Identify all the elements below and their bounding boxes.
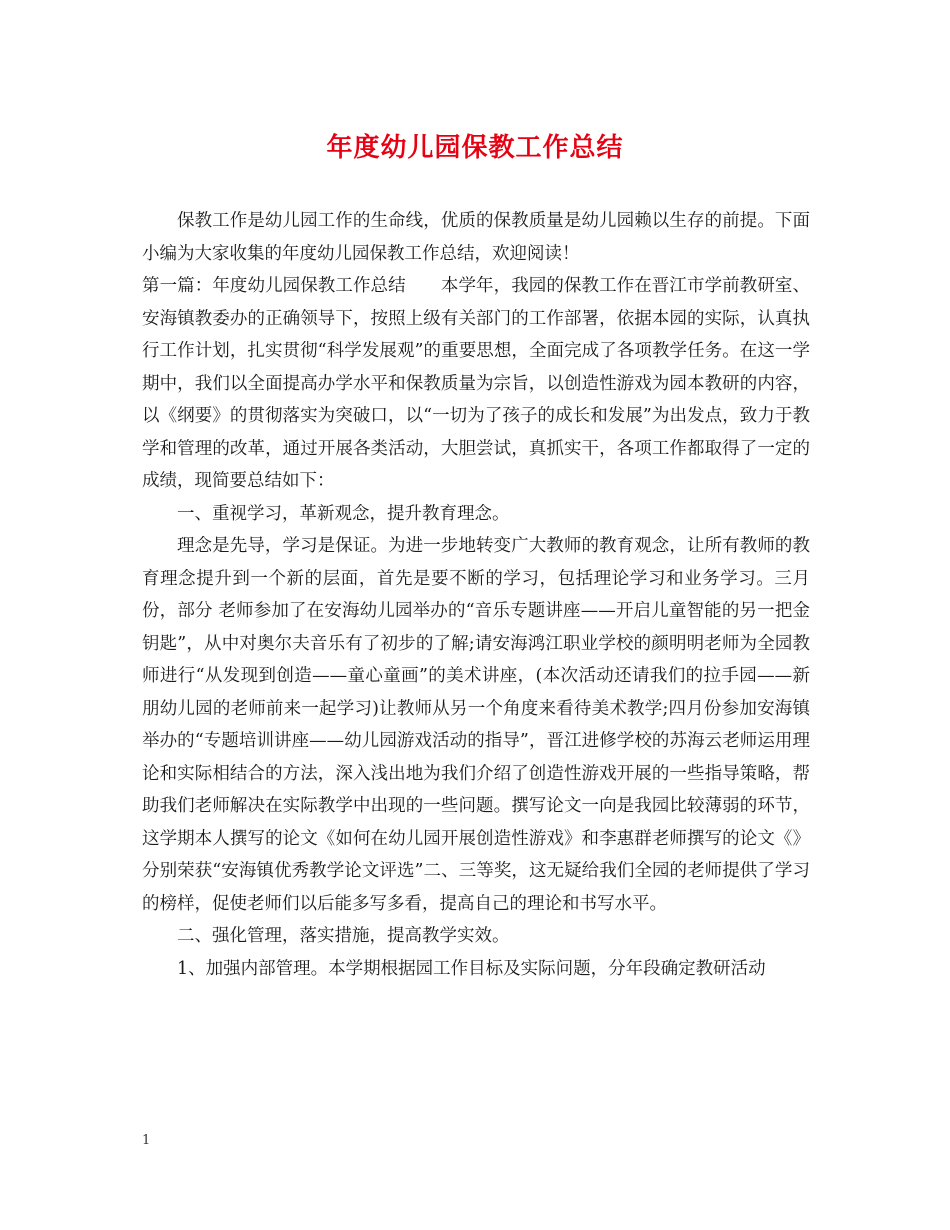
document-title: 年度幼儿园保教工作总结: [326, 133, 624, 163]
section-heading-two: 二、强化管理，落实措施，提高教学实效。: [177, 926, 510, 946]
page-number: 1: [142, 1133, 151, 1148]
paragraph-management: 1、加强内部管理。本学期根据园工作目标及实际问题，分年段确定教研活动: [177, 958, 766, 979]
section-heading-one: 一、重视学习，革新观念，提升教育理念。: [177, 503, 510, 524]
paragraph-intro: 保教工作是幼儿园工作的生命线，优质的保教质量是幼儿园赖以生存的前提。下面小编为大家收集的年度幼儿园保教工作总结，欢迎阅读！: [142, 211, 810, 264]
paragraph-learning: 理念是先导，学习是保证。为进一步地转变广大教师的教育观念，让所有教师的教育理念提升到一个新的层面，首先是要不断的学习，包括理论学习和业务学习。三月份，部分 老师参加了在安海幼儿园举办的“音乐专题讲座——开启儿童智能的另一把金钥匙”，从中对奥尔夫音乐有了初步的了解;请安海鸿江职业学校的颜明明老师为全园教师进行“从发现到创造——童心童画”的美术讲座，(本次活动还请我们的拉手园——新朋幼儿园的老师前来一起学习)让教师从另一个角度来看待美术教学;四月份参加安海镇举办的“专题培训讲座——幼儿园游戏活动的指导”，晋江进修学校的苏海云老师运用理论和实际相结合的方法，深入浅出地为我们介绍了创造性游戏开展的一些指导策略，帮助我们老师解决在实际教学中出现的一些问题。撰写论文一向是我园比较薄弱的环节，这学期本人撰写的论文《如何在幼儿园开展创造性游戏》和李惠群老师撰写的论文《》分别荣获“安海镇优秀教学论文评选”二、三等奖，这无疑给我们全园的老师提供了学习的榜样，促使老师们以后能多写多看，提高自己的理论和书写水平。: [142, 536, 810, 914]
document-body: [142, 205, 810, 985]
paragraph-chapter-one: 第一篇：年度幼儿园保教工作总结 本学年，我园的保教工作在晋江市学前教研室、安海镇教委办的正确领导下，按照上级有关部门的工作部署，依据本园的实际，认真执行工作计划，扎实贯彻“科学发展观”的重要思想，全面完成了各项教学任务。在这一学期中，我们以全面提高办学水平和保教质量为宗旨，以创造性游戏为园本教研的内容，以《纲要》的贯彻落实为突破口，以“一切为了孩子的成长和发展”为出发点，致力于教学和管理的改革，通过开展各类活动，大胆尝试，真抓实干，各项工作都取得了一定的成绩，现简要总结如下：: [142, 276, 810, 491]
